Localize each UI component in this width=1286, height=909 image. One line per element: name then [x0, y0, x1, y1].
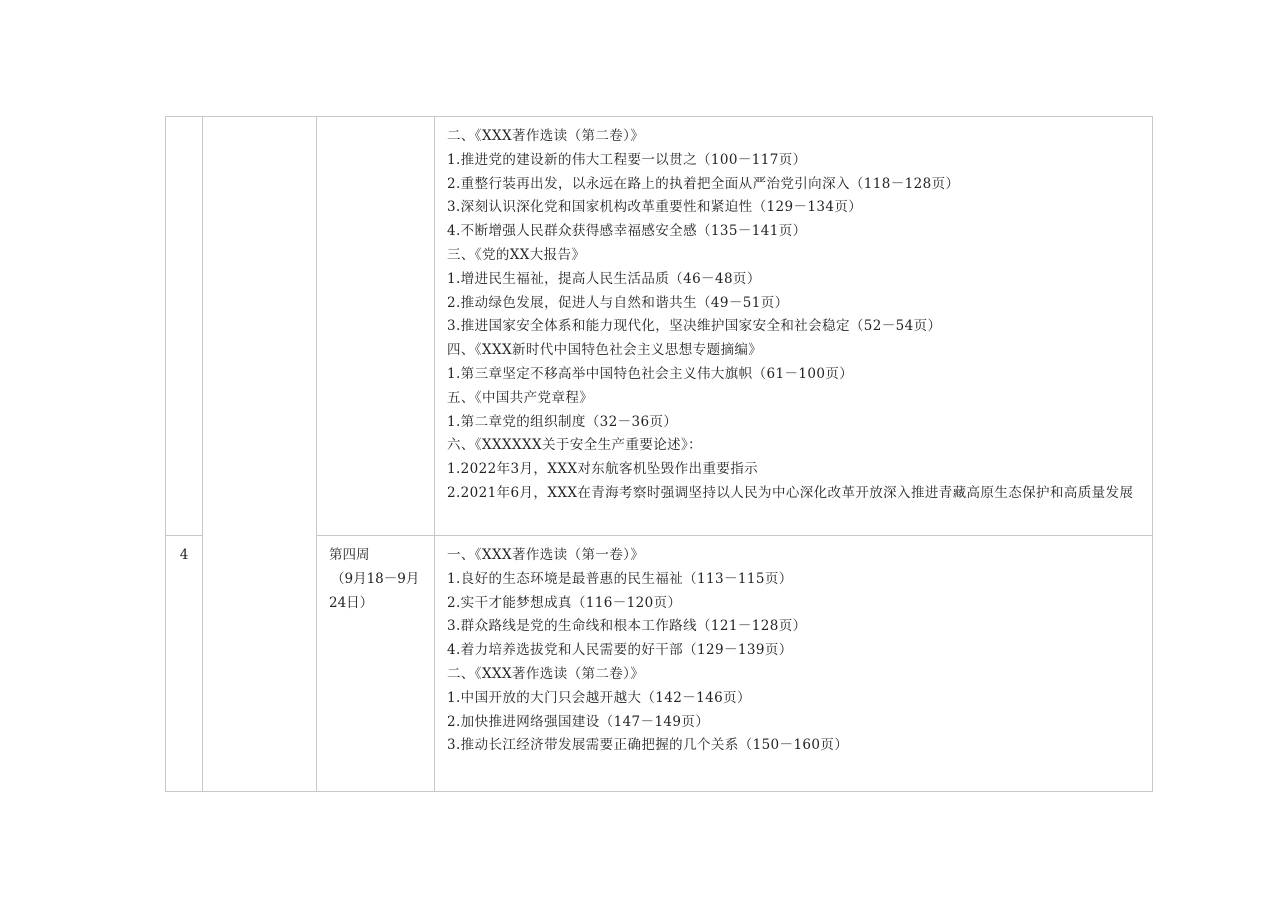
list-item: 1.推进党的建设新的伟大工程要一以贯之（100－117页） — [447, 151, 807, 168]
reading-list — [435, 117, 1152, 506]
list-item: 1.增进民生福祉，提高人民生活品质（46－48页） — [447, 270, 761, 287]
list-item: 2.推动绿色发展，促进人与自然和谐共生（49－51页） — [447, 294, 789, 311]
list-item: 2.实干才能梦想成真（116－120页） — [447, 594, 682, 611]
list-item: 1.良好的生态环境是最普惠的民生福祉（113－115页） — [447, 570, 793, 587]
section-heading: 二、《XXX著作选读（第二卷）》 — [447, 128, 645, 144]
table-row — [166, 117, 1153, 536]
list-item: 3.群众路线是党的生命线和根本工作路线（121－128页） — [447, 618, 807, 635]
week-range-end: 24日） — [329, 594, 374, 611]
week-title: 第四周 — [329, 547, 370, 563]
reading-list — [435, 536, 1152, 758]
list-item: 1.第三章坚定不移高举中国特色社会主义伟大旗帜（61－100页） — [447, 365, 854, 382]
list-item: 3.深刻认识深化党和国家机构改革重要性和紧迫性（129－134页） — [447, 199, 863, 216]
week-cell — [317, 536, 435, 792]
study-plan-table — [165, 116, 1153, 792]
section-heading: 六、《XXXXXX关于安全生产重要论述》： — [447, 437, 703, 454]
list-item: 1.2022年3月，XXX对东航客机坠毁作出重要指示 — [447, 461, 759, 478]
section-heading: 三、《党的XX大报告》 — [447, 246, 586, 263]
list-item: 4.不断增强人民群众获得感幸福感安全感（135－141页） — [447, 223, 807, 240]
section-heading: 五、《中国共产党章程》 — [447, 389, 594, 406]
list-item: 3.推动长江经济带发展需要正确把握的几个关系（150－160页） — [447, 737, 849, 754]
week-range: （9月18－9月 — [331, 570, 420, 587]
list-item: 2.重整行装再出发，以永远在路上的执着把全面从严治党引向深入（118－128页） — [447, 175, 960, 192]
section-heading: 一、《XXX著作选读（第一卷）》 — [447, 547, 645, 563]
week-cell — [317, 117, 435, 536]
number-cell — [166, 117, 203, 536]
content-cell — [435, 536, 1153, 792]
list-item: 2.2021年6月，XXX在青海考察时强调坚持以人民为中心深化改革开放深入推进青藏高原生态保护和高质量发展 — [447, 484, 1134, 501]
list-item: 3.推进国家安全体系和能力现代化，坚决维护国家安全和社会稳定（52－54页） — [447, 318, 942, 335]
list-item: 1.中国开放的大门只会越开越大（142－146页） — [447, 689, 751, 706]
content-cell — [435, 117, 1153, 536]
number-cell: 4 — [166, 536, 203, 792]
category-cell — [203, 117, 317, 792]
list-item: 1.第二章党的组织制度（32－36页） — [447, 413, 678, 430]
section-heading: 二、《XXX著作选读（第二卷）》 — [447, 665, 645, 682]
list-item: 2.加快推进网络强国建设（147－149页） — [447, 713, 710, 730]
section-heading: 四、《XXX新时代中国特色社会主义思想专题摘编》 — [447, 342, 763, 359]
list-item: 4.着力培养选拔党和人民需要的好干部（129－139页） — [447, 642, 793, 659]
